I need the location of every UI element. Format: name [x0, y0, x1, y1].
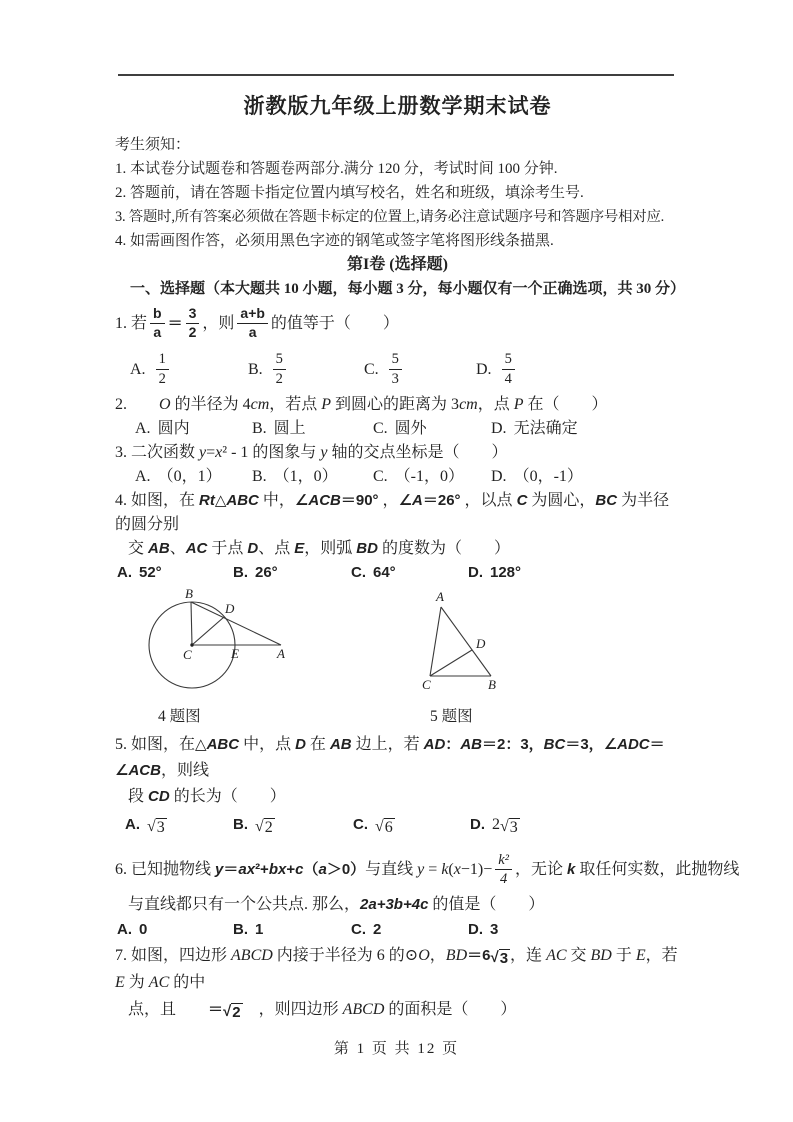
- notice-item-1: 1. 本试卷分试题卷和答题卷两部分.满分 120 分，考试时间 100 分钟.: [115, 161, 558, 177]
- question-2-stem: 2. O 的半径为 4cm，若点 P 到圆心的距离为 3cm，点 P 在（ ）: [115, 396, 608, 413]
- option-5b: B. √ 2: [233, 816, 273, 836]
- question-3-options: [115, 465, 680, 489]
- option-3a: A. （0，1）: [135, 468, 222, 485]
- option-2b: B. 圆上: [252, 420, 306, 437]
- option-5a: A. √ 3: [125, 816, 165, 836]
- option-4b: B. 26°: [233, 564, 278, 581]
- question-1: [115, 301, 680, 393]
- label-C: C: [422, 677, 431, 692]
- question-3: [115, 441, 680, 489]
- notice-heading: 考生须知：: [115, 137, 191, 153]
- question-6-stem-line1: 6. 已知抛物线 y＝ax²+bx+c（a＞0）与直线 y = k(x−1)− $\frac{\text{k²}}{4}$ ，无论 k 取任何实数，此抛物线: [115, 851, 740, 887]
- option-1b: B. $\frac{5}{2}$: [248, 352, 364, 387]
- option-2d: D. 无法确定: [491, 420, 578, 437]
- option-6c: C. 2: [351, 921, 382, 938]
- question-7-stem-line1: 7. 如图，四边形 ABCD 内接于半径为 6 的⊙O，BD＝6 √ 3 ，连 AC 交 BD 于 E，若 E 为 AC 的中: [115, 947, 678, 991]
- question-4-stem-line2: 交 AB、AC 于点 D、点 E，则弧 BD 的度数为（ ）: [128, 540, 510, 557]
- option-3c: C. （-1，0）: [373, 468, 465, 485]
- section-title: 第I卷 (选择题): [347, 256, 448, 273]
- question-4-stem-line1: 4. 如图，在 Rt△ABC 中，∠ACB＝90° ，∠A＝26° ，以点 C 为圆心，BC 为半径的圆分别: [115, 492, 670, 533]
- option-6b: B. 1: [233, 921, 264, 938]
- question-6-stem-line2: 与直线都只有一个公共点. 那么，2a+3b+4c 的值是（ ）: [128, 896, 545, 913]
- option-1c: C. $\frac{5}{3}$: [364, 352, 476, 387]
- label-A: A: [277, 646, 285, 661]
- question-1-stem: 1. 若 $\frac{b}{a}$ ＝ $\frac{3}{2}$ ，则 $\frac{a+b}{a}$ 的值等于（ ）: [115, 305, 399, 340]
- figure-q4-caption: 4 题图: [158, 708, 201, 725]
- option-1a: A. $\frac{1}{2}$: [130, 352, 248, 387]
- page-title: 浙教版九年级上册数学期末试卷: [243, 94, 552, 118]
- segment-BA: [191, 602, 281, 645]
- question-1-options: [115, 347, 680, 393]
- label-C: C: [183, 647, 192, 662]
- figure-q4: [130, 587, 340, 726]
- question-5: [115, 732, 680, 840]
- figure-q4-drawing: [130, 587, 330, 699]
- option-3b: B. （1，0）: [252, 468, 338, 485]
- question-6: [115, 848, 740, 942]
- option-6d: D. 3: [468, 921, 499, 938]
- section-subtitle: 一、选择题（本大题共 10 小题，每小题 3 分，每小题仅有一个正确选项，共 30 分）: [130, 281, 686, 297]
- question-5-options: [115, 810, 680, 840]
- option-5d: D. 2 √ 3: [470, 816, 518, 836]
- notice-block: [115, 133, 680, 253]
- label-A: A: [436, 589, 444, 604]
- label-B: B: [185, 587, 193, 601]
- figure-q5: [388, 587, 578, 726]
- notice-item-2: 2. 答题前，请在答题卡指定位置内填写校名，姓名和班级，填涂考生号.: [115, 185, 584, 201]
- figure-q5-caption: 5 题图: [430, 708, 473, 725]
- page-number: 第 1 页 共 12 页: [333, 1041, 460, 1057]
- label-E: E: [231, 646, 239, 661]
- option-4c: C. 64°: [351, 564, 396, 581]
- question-5-stem-line1: 5. 如图，在△ABC 中，点 D 在 AB 边上，若 AD：AB＝2：3，BC＝3，∠ADC＝∠ACB，则线: [115, 736, 665, 779]
- option-4d: D. 128°: [468, 564, 522, 581]
- option-6a: A. 0: [117, 921, 148, 938]
- notice-item-3: 3. 答题时,所有答案必须做在答题卡标定的位置上,请务必注意试题序号和答题序号相对应.: [115, 209, 665, 225]
- option-3d: D. （0，-1）: [491, 468, 583, 485]
- option-2a: A. 圆内: [135, 420, 190, 437]
- segment-CB: [191, 602, 192, 645]
- header-rule: [118, 74, 674, 76]
- question-6-options: [115, 918, 680, 942]
- question-7: [115, 942, 680, 1023]
- label-D: D: [225, 601, 235, 616]
- segment-AC: [430, 607, 441, 676]
- question-2-options: [115, 417, 680, 441]
- figure-q5-drawing: [388, 587, 568, 699]
- question-7-stem-line2: 点，且 ＝ √ 2 ，则四边形 ABCD 的面积是（ ）: [128, 1001, 517, 1021]
- notice-item-4: 4. 如需画图作答，必须用黑色字迹的钢笔或签字笔将图形线条描黑.: [115, 233, 554, 249]
- option-4a: A. 52°: [117, 564, 162, 581]
- question-4: [115, 489, 680, 585]
- label-D: D: [476, 636, 486, 651]
- question-4-options: [115, 561, 680, 585]
- segment-CD: [192, 617, 224, 645]
- option-1d: D. $\frac{5}{4}$: [476, 352, 680, 387]
- question-5-stem-line2: 段 CD 的长为（ ）: [128, 788, 286, 805]
- segment-CD: [430, 650, 472, 676]
- option-5c: C. √ 6: [353, 816, 393, 836]
- figures-row: [130, 587, 680, 726]
- question-2: [115, 393, 680, 441]
- question-3-stem: 3. 二次函数 y=x² - 1 的图象与 y 轴的交点坐标是（ ）: [115, 444, 508, 461]
- option-2c: C. 圆外: [373, 420, 427, 437]
- label-B: B: [488, 677, 496, 692]
